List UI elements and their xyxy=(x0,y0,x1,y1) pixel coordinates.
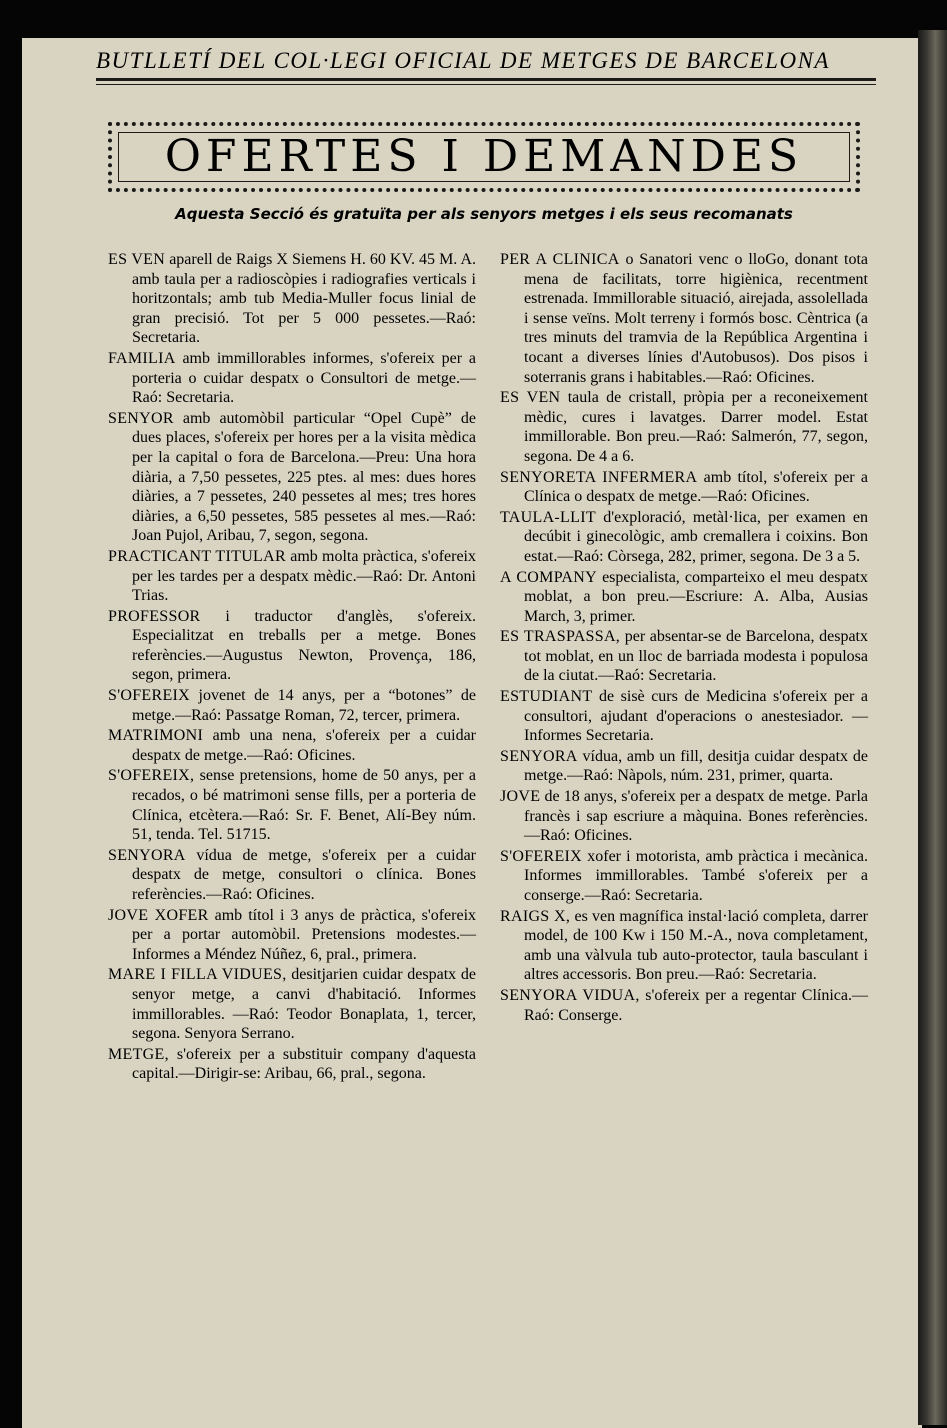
entry-text: o Sanatori venc o lloGo, donant tota mena de facilitats, torre higiènica, recentment estrenada. Immillorable situació, airejada, assolellada i sense veïns. Molt terreny i formós bosc. Cèntrica (a tres minuts del tramvia de la República Argentina i tocant a diverses línies d'Autobusos). Dos pisos i soterranis grans i habitables.—Raó: Oficines. xyxy=(524,251,869,386)
entry-text: aparell de Raigs X Siemens H. 60 KV. 45 M. A. amb taula per a radioscòpies i radiografies verticals i horitzontals; amb tub Media-Muller focus linial de gran precisió. Tot per 5 000 pessetes.—Raó: Secretaria. xyxy=(132,251,477,347)
classified-entry xyxy=(108,766,476,844)
entry-text: jovenet de 14 anys, per a “botones” de metge.—Raó: Passatge Roman, 72, tercer, primera. xyxy=(132,687,476,724)
classified-entry xyxy=(500,627,868,686)
entry-lead: TAULA-LLIT xyxy=(500,508,596,526)
classified-entry xyxy=(500,747,868,786)
running-header: BUTLLETÍ DEL COL·LEGI OFICIAL DE METGES DE BARCELONA xyxy=(96,48,830,73)
entry-lead: JOVE xyxy=(500,788,541,806)
entry-lead: PRACTICANT TITULAR xyxy=(108,547,286,565)
entry-text: amb títol, s'ofereix per a Clínica o despatx de metge.—Raó: Oficines. xyxy=(524,468,869,506)
classified-entry xyxy=(108,846,476,905)
classified-entry xyxy=(108,965,476,1043)
classified-entry xyxy=(500,508,868,567)
entry-text: es ven magnífica instal·lació completa, darrer model, de 100 Kw i 150 M.-A., nova completament, amb una vàlvula tub auto-protector, taula basculant i altres accessoris. Bon preu.—Raó: Secretaria. xyxy=(524,907,869,984)
entry-text: sense pretensions, home de 50 anys, per a recados, o bé matrimoni sense fills, per a porteria de Clínica, etcètera.—Raó: Sr. F. Benet, Alí-Bey núm. 51, tenda. Tel. 51715. xyxy=(132,767,476,844)
entry-lead: ES VEN xyxy=(500,389,561,407)
classified-entry xyxy=(108,1045,476,1084)
entry-text: amb automòbil particular “Opel Cupè” de dues places, s'ofereix per hores per a la visita mèdica per la capital o fora de Barcelona.—Preu: Una hora diària, a 7,50 pessetes, 225 ptes. al mes: dues hores diàries, a 7 pessetes, 240 pessetes al mes; tres hores diàries, a 6,50 pessetes, 585 pessetes al mes.—Raó: Joan Pujol, Aribau, 7, segon, segona. xyxy=(132,409,476,545)
entry-text: amb títol i 3 anys de pràctica, s'ofereix per a portar automòbil. Pretensions modestes.—Informes a Méndez Núñez, 6, pral., primera. xyxy=(132,906,477,963)
entry-lead: SENYORA xyxy=(108,846,186,864)
entry-text: per absentar-se de Barcelona, despatx tot moblat, en un lloc de barriada modesta i populosa de la ciutat.—Raó: Secretaria. xyxy=(524,628,868,685)
entry-lead: JOVE XOFER xyxy=(108,906,209,924)
classified-entry xyxy=(500,687,868,746)
section-title: OFERTES I DEMANDES xyxy=(164,131,804,182)
book-spine xyxy=(918,30,947,1425)
classified-entry xyxy=(500,787,868,846)
left-column xyxy=(108,250,476,1085)
classified-entry xyxy=(108,726,476,765)
entry-lead: S'OFEREIX, xyxy=(108,767,195,785)
header-rule-thick xyxy=(96,78,876,81)
entry-lead: METGE, xyxy=(108,1045,169,1063)
classified-entry xyxy=(108,409,476,546)
classified-entry xyxy=(108,607,476,685)
entry-text: taula de cristall, pròpia per a reconeixement mèdic, cures i lavatges. Darrer model. Estat immillorable. Bon preu.—Raó: Salmerón, 77, segon, segona. De 4 a 6. xyxy=(524,389,869,465)
entry-lead: ESTUDIANT xyxy=(500,688,593,706)
right-column xyxy=(500,250,868,1026)
entry-text: amb molta pràctica, s'ofereix per les tardes per a despatx mèdic.—Raó: Dr. Antoni Trias. xyxy=(132,547,476,605)
classified-entry xyxy=(500,847,868,906)
classified-entry xyxy=(500,986,868,1025)
entry-text: amb una nena, s'ofereix per a cuidar despatx de metge.—Raó: Oficines. xyxy=(132,727,476,764)
entry-text: desitjarien cuidar despatx de senyor metge, a canvi d'habitació. Informes immillorables. —Raó: Teodor Bonaplata, 1, tercer, segona. Senyora Serrano. xyxy=(132,966,476,1043)
entry-lead: A COMPANY xyxy=(500,568,597,586)
entry-text: de sisè curs de Medicina s'ofereix per a consultori, ajudant d'operacions o anestesiador. — Informes Secretaria. xyxy=(524,688,869,745)
entry-text: s'ofereix per a substituir company d'aquesta capital.—Dirigir-se: Aribau, 66, pral., segona. xyxy=(132,1045,477,1083)
entry-lead: PROFESSOR xyxy=(108,607,201,625)
entry-lead: MARE I FILLA VIDUES, xyxy=(108,966,287,984)
classified-entry xyxy=(500,250,868,387)
section-title-frame xyxy=(118,132,850,182)
classified-entry xyxy=(500,907,868,985)
entry-lead: RAIGS X, xyxy=(500,907,571,925)
entry-text: s'ofereix per a regentar Clínica.—Raó: Conserge. xyxy=(524,986,869,1024)
entry-text: d'exploració, metàl·lica, per examen en decúbit i ginecològic, amb cremallera i coixins. Bon estat.—Raó: Còrsega, 282, primer, segona. De 3 a 5. xyxy=(524,508,869,565)
section-subtitle: Aquesta Secció és gratuïta per als senyors metges i els seus recomanats xyxy=(175,205,793,223)
entry-lead: PER A CLINICA xyxy=(500,251,620,268)
entry-text: de 18 anys, s'ofereix per a despatx de metge. Parla francès i sap escriure a màquina. Bones referències.—Raó: Oficines. xyxy=(524,788,868,845)
entry-text: especialista, comparteixo el meu despatx moblat, a bon preu.—Escriure: A. Alba, Ausias March, 3, primer. xyxy=(524,568,869,625)
entry-lead: ES VEN xyxy=(108,251,166,268)
header-rule-thin xyxy=(96,84,876,85)
entry-lead: SENYORETA INFERMERA xyxy=(500,468,698,486)
entry-text: xofer i motorista, amb pràctica i mecànica. Informes immillorables. També s'ofereix per a conserge.—Raó: Secretaria. xyxy=(524,847,869,904)
entry-text: i traductor d'anglès, s'ofereix. Especialitzat en treballs per a metge. Bones referències.—Augustus Newton, Provença, 186, segon, primera. xyxy=(132,607,476,684)
classified-entry xyxy=(500,568,868,627)
entry-text: amb immillorables informes, s'ofereix per a porteria o cuidar despatx o Consultori de metge.—Raó: Secretaria. xyxy=(132,349,477,407)
entry-lead: SENYORA xyxy=(500,747,578,765)
entry-lead: MATRIMONI xyxy=(108,727,204,745)
section-title-box xyxy=(108,122,860,192)
entry-lead: SENYORA VIDUA, xyxy=(500,986,640,1004)
classified-entry xyxy=(108,906,476,965)
entry-text: vídua de metge, s'ofereix per a cuidar despatx de metge, consultori o clínica. Bones referències.—Raó: Oficines. xyxy=(132,846,476,903)
classified-entry xyxy=(108,250,476,348)
entry-lead: ES TRASPASSA, xyxy=(500,628,621,646)
entry-lead: FAMILIA xyxy=(108,349,176,367)
entry-lead: S'OFEREIX xyxy=(108,687,191,705)
entry-lead: S'OFEREIX xyxy=(500,847,583,865)
classified-entry xyxy=(500,388,868,466)
classified-entry xyxy=(108,547,476,606)
classified-entry xyxy=(108,349,476,408)
classified-entry xyxy=(108,686,476,725)
entry-text: vídua, amb un fill, desitja cuidar despatx de metge.—Raó: Nàpols, núm. 231, primer, quarta. xyxy=(524,747,868,785)
classified-entry xyxy=(500,468,868,507)
entry-lead: SENYOR xyxy=(108,409,174,427)
